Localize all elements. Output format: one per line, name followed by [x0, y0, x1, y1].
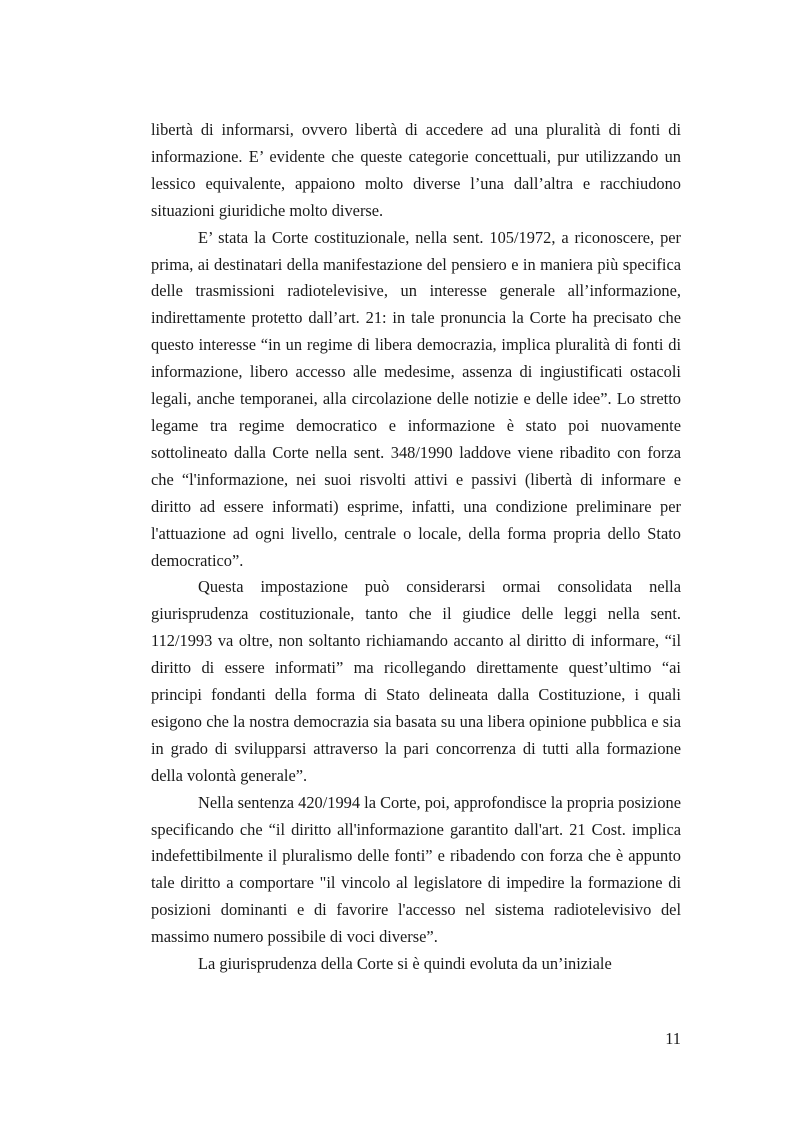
- page-body-text: [151, 117, 681, 978]
- page-number: 11: [665, 1029, 681, 1048]
- paragraph-corte-sent-105-1972: E’ stata la Corte costituzionale, nella sent. 105/1972, a riconoscere, per prima, ai destinatari della manifestazione del pensiero e in maniera più specifica delle trasmissioni radiotelevisive, un interesse generale all’informazione, indirettamente protetto dall’art. 21: in tale pronuncia la Corte ha precisato che questo interesse “in un regime di libera democrazia, implica pluralità di fonti di informazione, libero accesso alle medesime, assenza di ingiustificati ostacoli legali, anche temporanei, alla circolazione delle notizie e delle idee”. Lo stretto legame tra regime democratico e informazione è stato poi nuovamente sottolineato dalla Corte nella sent. 348/1990 laddove viene ribadito con forza che “l'informazione, nei suoi risvolti attivi e passivi (libertà di informare e diritto ad essere informati) esprime, infatti, una condizione preliminare per l'attuazione ad ogni livello, centrale o locale, della forma propria dello Stato democratico”.: [151, 227, 681, 570]
- paragraph-evoluzione-giurisprudenza: La giurisprudenza della Corte si è quindi evoluta da un’iniziale: [198, 954, 612, 974]
- paragraph-sentenza-420-1994: Nella sentenza 420/1994 la Corte, poi, approfondisce la propria posizione specificando che “il diritto all'informazione garantito dall'art. 21 Cost. implica indefettibilmente il pluralismo delle fonti” e ribadendo con forza che è appunto tale diritto a comportare "il vincolo al legislatore di impedire la formazione di posizioni dominanti e di favorire l'accesso nel sistema radiotelevisivo del massimo numero possibile di voci diverse”.: [151, 792, 681, 947]
- paragraph-continuation: libertà di informarsi, ovvero libertà di accedere ad una pluralità di fonti di informazione. E’ evidente che queste categorie concettuali, pur utilizzando un lessico equivalente, appaiono molto diverse l’una dall’altra e racchiudono situazioni giuridiche molto diverse.: [151, 120, 681, 220]
- paragraph-giurisprudenza-112-1993: Questa impostazione può considerarsi ormai consolidata nella giurisprudenza costituzionale, tanto che il giudice delle leggi nella sent. 112/1993 va oltre, non soltanto richiamando accanto al diritto di informare, “il diritto di essere informati” ma ricollegando direttamente quest’ultimo “ai principi fondanti della forma di Stato delineata dalla Costituzione, i quali esigono che la nostra democrazia sia basata su una libera opinione pubblica e sia in grado di svilupparsi attraverso la pari concorrenza di tutti alla formazione della volontà generale”.: [151, 577, 681, 785]
